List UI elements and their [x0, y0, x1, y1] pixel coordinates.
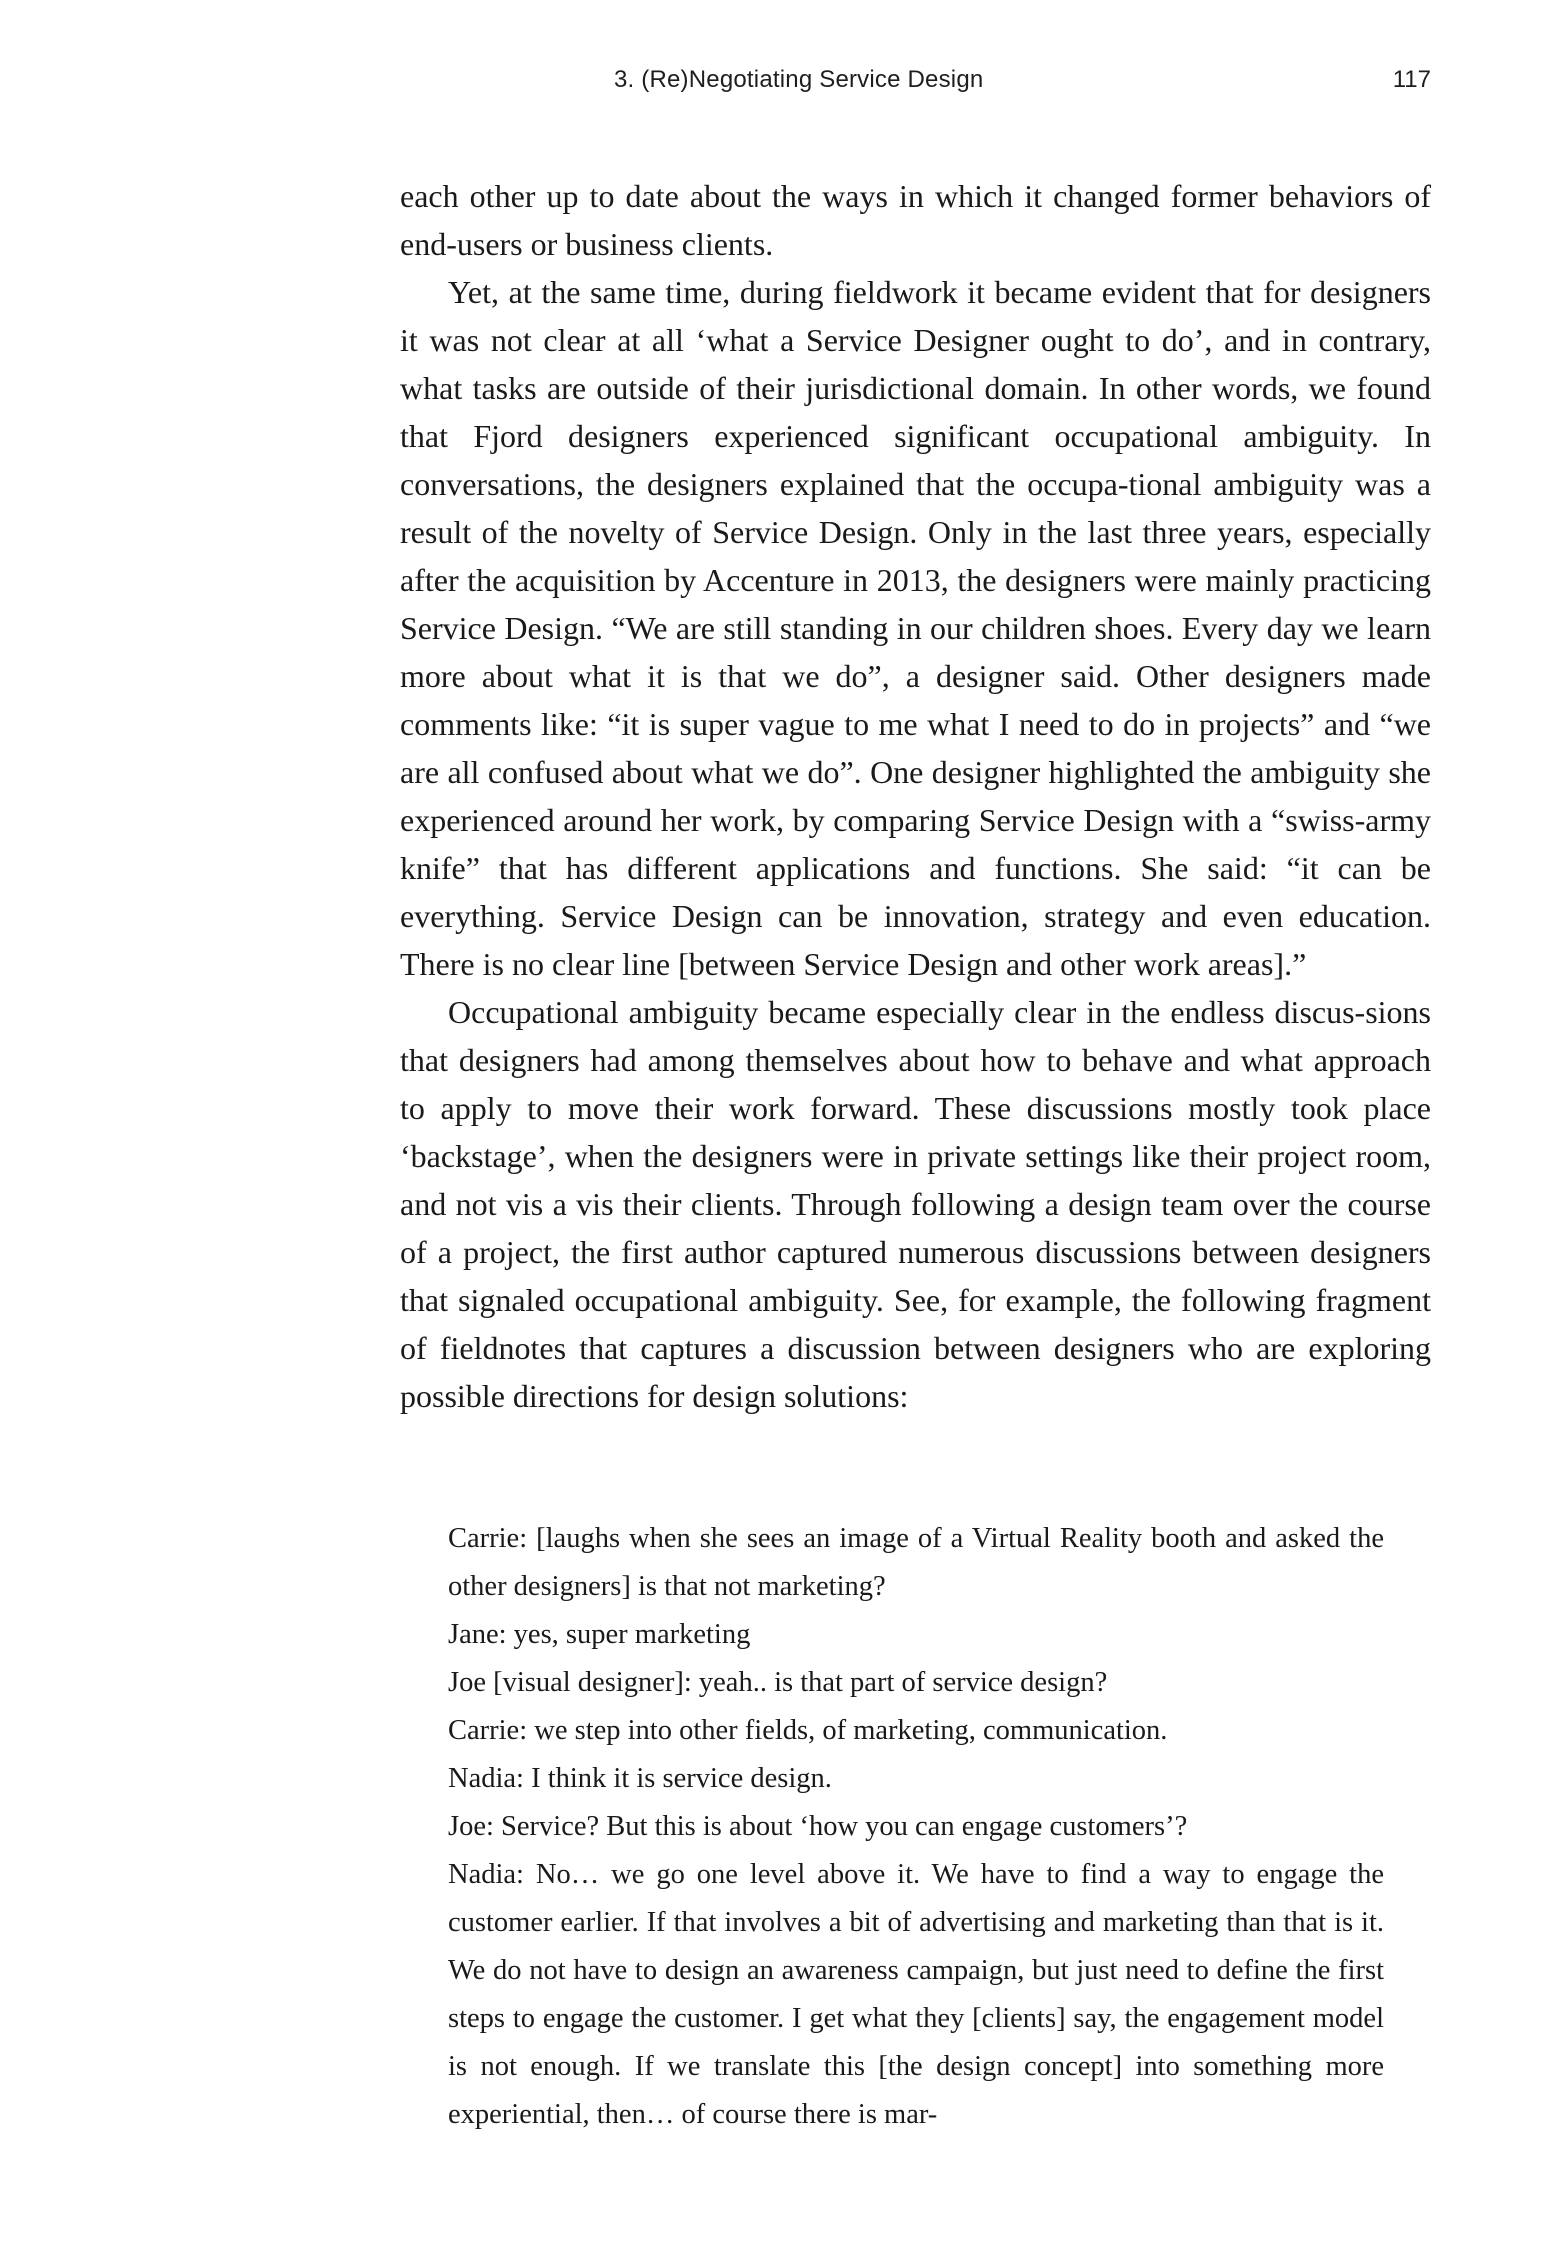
dialogue-line-carrie-1: Carrie: [laughs when she sees an image of a Virtual Reality booth and asked the other designers] is that not marketing? — [448, 1523, 1384, 1602]
paragraph-occupational-ambiguity: Yet, at the same time, during fieldwork it became evident that for designers it was not clear at all ‘what a Service Designer ought to do’, and in contrary, what tasks are outside of their jurisdictional domain. In other words, we found that Fjord designers experienced significant occupational ambiguity. In conversations, the designers explained that the occupa-tional ambiguity was a result of the novelty of Service Design. Only in the last three years, especially after the acquisition by Accenture in 2013, the designers were mainly practicing Service Design. “We are still standing in our children shoes. Every day we learn more about what it is that we do”, a designer said. Other designers made comments like: “it is super vague to me what I need to do in projects” and “we are all confused about what we do”. One designer highlighted the ambiguity she experienced around her work, by comparing Service Design with a “swiss-army knife” that has different applications and functions. She said: “it can be everything. Service Design can be innovation, strategy and even education. There is no clear line [between Service Design and other work areas].” — [400, 274, 1431, 982]
dialogue-line-carrie-2: Carrie: we step into other fields, of marketing, communication. — [448, 1715, 1168, 1746]
body-text — [400, 172, 1431, 1420]
paragraph-discussions: Occupational ambiguity became especially clear in the endless discus-sions that designers had among themselves about how to behave and what approach to apply to move their work forward. These discussions mostly took place ‘backstage’, when the designers were in private settings like their project room, and not vis a vis their clients. Through following a design team over the course of a project, the first author captured numerous discussions between designers that signaled occupational ambiguity. See, for example, the following fragment of fieldnotes that captures a discussion between designers who are exploring possible directions for design solutions: — [400, 994, 1431, 1414]
fieldnotes-excerpt — [448, 1515, 1384, 2139]
dialogue-line-joe-1: Joe [visual designer]: yeah.. is that part of service design? — [448, 1667, 1108, 1698]
dialogue-line-jane: Jane: yes, super marketing — [448, 1619, 751, 1650]
running-head: 3. (Re)Negotiating Service Design — [614, 66, 984, 93]
page-number: 117 — [1392, 66, 1431, 93]
dialogue-line-nadia-1: Nadia: I think it is service design. — [448, 1763, 832, 1794]
dialogue-line-nadia-2: Nadia: No… we go one level above it. We have to find a way to engage the customer earlier. If that involves a bit of advertising and marketing than that is it. We do not have to design an awareness campaign, but just need to define the first steps to engage the customer. I get what they [clients] say, the engagement model is not enough. If we translate this [the design concept] into something more experiential, then… of course there is mar- — [448, 1859, 1384, 2130]
paragraph-continued: each other up to date about the ways in which it changed former behaviors of end-users or business clients. — [400, 178, 1431, 262]
dialogue-line-joe-2: Joe: Service? But this is about ‘how you can engage customers’? — [448, 1811, 1188, 1842]
